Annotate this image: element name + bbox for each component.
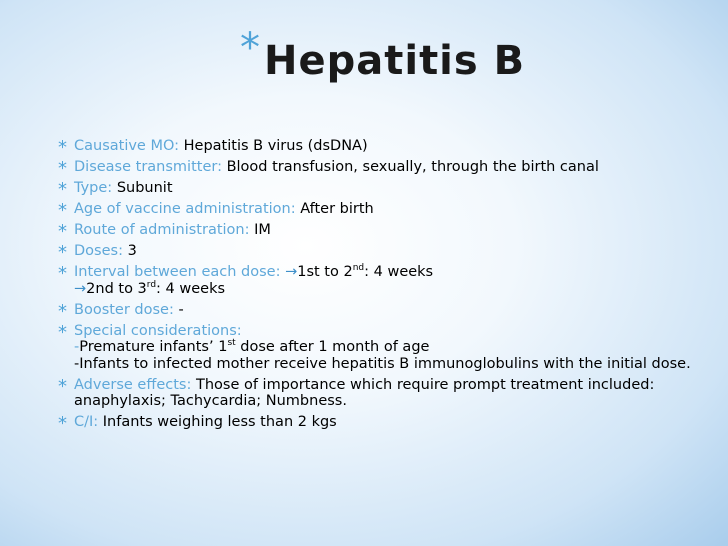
title-star-icon: * (240, 25, 260, 71)
bullet-star-icon: * (58, 179, 67, 200)
list-item-age-of-administration (58, 200, 698, 221)
slide-title (240, 25, 526, 84)
item-label: Route of administration: (74, 222, 250, 238)
bullet-star-icon: * (58, 375, 67, 397)
interval-line1-a: 1st to 2 (297, 264, 353, 280)
bullet-star-icon: * (58, 200, 67, 221)
list-item-contraindications (58, 413, 698, 434)
special-line2: -Infants to infected mother receive hepatitis B immunoglobulins with the initial dose. (74, 355, 691, 372)
item-label: C/I: (74, 414, 99, 430)
item-label: Booster dose: (74, 301, 174, 318)
item-label: Doses: (74, 243, 123, 259)
list-item-interval (58, 264, 698, 297)
list-item-disease-transmitter (58, 158, 698, 179)
list-item-adverse-effects (58, 377, 698, 410)
bullet-star-icon: * (58, 300, 67, 322)
list-item-type (58, 179, 698, 200)
special-dash: - (74, 339, 80, 355)
item-label: Type: (74, 180, 113, 196)
item-label: Causative MO: (74, 138, 180, 154)
bullet-star-icon: * (58, 221, 67, 242)
interval-line1-sup: nd (352, 263, 365, 274)
item-label: Special considerations: (74, 322, 242, 339)
bullet-star-icon: * (58, 242, 67, 263)
interval-line2-b: : 4 weeks (156, 280, 226, 297)
title-text: Hepatitis B (264, 38, 526, 84)
bullet-star-icon: * (58, 321, 67, 343)
item-value: - (178, 301, 184, 318)
list-item-special-considerations (58, 323, 698, 373)
item-label: Adverse effects: (74, 376, 192, 393)
item-value: Infants weighing less than 2 kgs (102, 414, 337, 430)
special-line1 (74, 339, 698, 356)
bullet-list (58, 138, 698, 435)
item-value: IM (254, 222, 271, 238)
bullet-star-icon: * (58, 413, 67, 434)
bullet-star-icon: * (58, 158, 67, 179)
list-item-route (58, 221, 698, 242)
bullet-star-icon: * (58, 137, 67, 158)
item-label: Disease transmitter: (74, 159, 222, 175)
bullet-star-icon: * (58, 263, 67, 284)
interval-line2 (74, 281, 698, 298)
special-line1-sup: st (227, 338, 236, 349)
item-value: Hepatitis B virus (dsDNA) (183, 138, 368, 154)
interval-line2-a: 2nd to 3 (86, 280, 147, 297)
item-value: Blood transfusion, sexually, through the birth canal (226, 159, 599, 175)
interval-line2-sup: rd (146, 279, 157, 290)
list-item-doses (58, 242, 698, 263)
item-value: After birth (300, 201, 374, 217)
special-line1-a: Premature infants’ 1 (79, 339, 228, 355)
arrow-right-icon: → (285, 264, 298, 280)
list-item-booster (58, 300, 698, 322)
item-value: Those of importance which require prompt treatment included: anaphylaxis; Tachycardia; Numbness. (74, 376, 655, 409)
special-line1-b: dose after 1 month of age (235, 339, 430, 355)
item-value: 3 (127, 243, 137, 259)
item-value: Subunit (116, 180, 173, 196)
interval-line1-b: : 4 weeks (364, 264, 434, 280)
item-label: Age of vaccine administration: (74, 201, 296, 217)
list-item-causative-mo (58, 137, 698, 158)
item-label: Interval between each dose: (74, 264, 281, 280)
arrow-right-icon: → (74, 280, 87, 297)
